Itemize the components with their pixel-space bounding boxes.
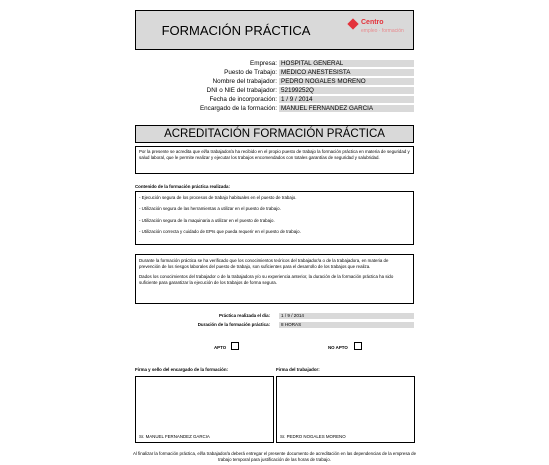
content-item: - Utilización segura de la maquinaria a utilizar en el puesto de trabajo. xyxy=(139,218,275,223)
verification-box xyxy=(135,254,414,304)
no-apto-checkbox[interactable] xyxy=(354,342,362,350)
section-title: ACREDITACIÓN FORMACIÓN PRÁCTICA xyxy=(135,125,414,143)
job-label: Puesto de Trabajo: xyxy=(224,69,277,76)
dni-value: 52199252Q xyxy=(279,87,414,94)
company-value: HOSPITAL GENERAL xyxy=(279,60,414,67)
footer-note: Al finalizar la formación práctica, el/la trabajador/a deberá entregar el presente documento de acreditación en las dependencias de la empresa de trabajo temporal para justificación de las horas de trabajo. xyxy=(132,451,417,462)
content-item: - Utilización correcta y cuidado de EPIs que pueda requerir en el puesto de trabajo. xyxy=(139,229,301,234)
logo-subtext: empleo · formación xyxy=(361,28,404,34)
job-value: MÉDICO ANESTESISTA xyxy=(279,69,414,76)
company-label: Empresa: xyxy=(250,60,277,67)
intro-box xyxy=(135,146,414,174)
intro-text: Por la presente se acredita que el/la trabajador/a ha recibido en el propio puesto de trabajo la formación práctica en materia de seguridad y salud laboral, que le permite realizar y ejecutar los trabajos encomendados con totales garantías de seguridad y salubridad. xyxy=(139,149,410,160)
no-apto-label: NO APTO xyxy=(328,345,348,350)
content-box xyxy=(135,191,414,245)
content-item: - Ejecución segura de los procesos de trabajo habituales en el puesto de trabajo. xyxy=(139,195,297,200)
duration-label: Duración de la formación práctica: xyxy=(197,322,270,327)
page-title: FORMACIÓN PRÁCTICA xyxy=(161,23,311,38)
content-item: - Utilización segura de las herramientas a utilizar en el puesto de trabajo. xyxy=(139,206,281,211)
start-date-label: Fecha de incorporación: xyxy=(209,96,277,103)
worker-name-label: Nombre del trabajador: xyxy=(212,78,277,85)
worker-signature-box[interactable] xyxy=(276,376,415,443)
logo-text: Centro xyxy=(361,19,384,26)
logo-mark-icon xyxy=(347,18,358,29)
trainer-signature-name: Sr. MANUEL FERNANDEZ GARCIA xyxy=(139,434,210,440)
trainer-value: MANUEL FERNANDEZ GARCIA xyxy=(279,105,414,112)
worker-name-value: PEDRO NOGALES MORENO xyxy=(279,78,414,85)
trainer-label: Encargado de la formación: xyxy=(199,105,277,112)
company-logo xyxy=(349,19,411,41)
apto-label: APTO xyxy=(214,345,227,350)
trainer-signature-heading: Firma y sello del encargado de la formación: xyxy=(135,367,228,372)
trainer-signature-box[interactable] xyxy=(135,376,274,443)
verification-paragraph-2: Dados los conocimientos del trabajador o de la trabajadora y/o su experiencia anterior, la duración de la formación práctica ha sido suficiente para garantizar la ejecución de los trabajos de forma segura. xyxy=(139,274,394,285)
worker-signature-heading: Firma del trabajador: xyxy=(276,367,320,372)
realized-label: Práctica realizada el día: xyxy=(218,313,270,318)
content-heading: Contenido de la formación práctica realizada: xyxy=(135,184,230,189)
start-date-value: 1 / 9 / 2014 xyxy=(279,96,414,103)
header-box xyxy=(135,10,414,50)
apto-checkbox[interactable] xyxy=(231,342,239,350)
worker-signature-name: Sr. PEDRO NOGALES MORENO xyxy=(280,434,346,440)
duration-value: 8 HORAS xyxy=(279,322,414,328)
dni-label: DNI o NIE del trabajador: xyxy=(206,87,277,94)
realized-value: 1 / 9 / 2014 xyxy=(279,313,414,319)
verification-paragraph-1: Durante la formación práctica se ha verificado que los conocimientos teóricos del trabajador/a o de la trabajadora, en materia de prevención de los riesgos laborales del puesto de trabajo, son suficientes para el desarrollo de los trabajos que realiza. xyxy=(139,258,389,269)
